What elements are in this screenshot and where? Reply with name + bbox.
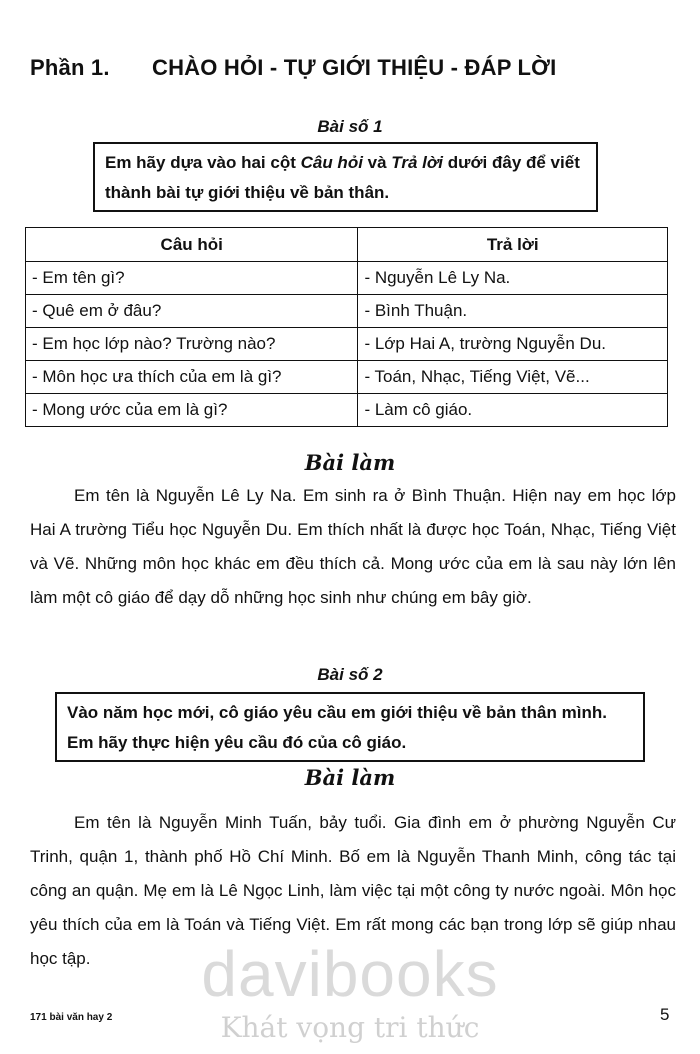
exercise-1-title: Bài số 1 <box>317 117 383 136</box>
task-text-1: Em hãy dựa vào hai cột <box>105 153 301 172</box>
exercise-1-answer: Em tên là Nguyễn Lê Ly Na. Em sinh ra ở Bình Thuận. Hiện nay em học lớp Hai A trường Tiểu học Nguyễn Du. Em thích nhất là được học Toán, Nhạc, Tiếng Việt và Vẽ. Những môn học khác em đều thích cả. Mong ước của em là sau này lớn lên làm một cô giáo để dạy dỗ những học sinh như chúng em bây giờ. <box>30 486 676 607</box>
table-header-row <box>26 228 668 262</box>
answer-cell: - Nguyễn Lê Ly Na. <box>358 262 668 295</box>
page-number: 5 <box>660 1005 670 1024</box>
answer-cell: - Lớp Hai A, trường Nguyễn Du. <box>358 328 668 361</box>
task-text-3: dưới đây để viết thành bài tự giới thiệu về bản thân. <box>105 153 580 202</box>
exercise-2-answer-heading: Bài làm <box>304 765 396 790</box>
answer-cell: - Toán, Nhạc, Tiếng Việt, Vẽ... <box>358 361 668 394</box>
exercise-1-answer-heading: Bài làm <box>304 450 396 475</box>
qa-table <box>25 227 668 427</box>
watermark-slogan: Khát vọng tri thức <box>220 1011 480 1044</box>
table-row <box>26 361 668 394</box>
question-cell: - Quê em ở đâu? <box>26 295 358 328</box>
part-number: Phần 1. <box>30 55 110 80</box>
column-header-question: Câu hỏi <box>26 228 358 262</box>
question-cell: - Em tên gì? <box>26 262 358 295</box>
exercise-2-answer: Em tên là Nguyễn Minh Tuấn, bảy tuổi. Gia đình em ở phường Nguyễn Cư Trinh, quận 1, thành phố Hồ Chí Minh. Bố em là Nguyễn Thanh Minh, công tác tại công an quận. Mẹ em là Lê Ngọc Linh, làm việc tại một công ty nước ngoài. Môn học yêu thích của em là Toán và Tiếng Việt. Em rất mong các bạn trong lớp sẽ giúp nhau học tập. <box>30 813 676 968</box>
exercise-2-task-box: Vào năm học mới, cô giáo yêu cầu em giới thiệu về bản thân mình. Em hãy thực hiện yêu cầu đó của cô giáo. <box>55 692 645 762</box>
task-text-cauhoi: Câu hỏi <box>300 153 363 172</box>
question-cell: - Môn học ưa thích của em là gì? <box>26 361 358 394</box>
footer-book-title: 171 bài văn hay 2 <box>30 1012 113 1023</box>
exercise-1-task-box <box>93 142 598 212</box>
answer-cell: - Làm cô giáo. <box>358 394 668 427</box>
watermark-brand: davibooks <box>201 938 499 1010</box>
task-text-traloi: Trả lời <box>391 153 444 172</box>
table-row <box>26 394 668 427</box>
table-row <box>26 328 668 361</box>
part-heading <box>30 55 680 81</box>
question-cell: - Em học lớp nào? Trường nào? <box>26 328 358 361</box>
table-row <box>26 295 668 328</box>
part-title: CHÀO HỎI - TỰ GIỚI THIỆU - ĐÁP LỜI <box>152 55 557 80</box>
answer-cell: - Bình Thuận. <box>358 295 668 328</box>
exercise-2-title: Bài số 2 <box>317 665 383 684</box>
column-header-answer: Trả lời <box>358 228 668 262</box>
table-row <box>26 262 668 295</box>
task-text-2: và <box>362 153 392 172</box>
question-cell: - Mong ước của em là gì? <box>26 394 358 427</box>
